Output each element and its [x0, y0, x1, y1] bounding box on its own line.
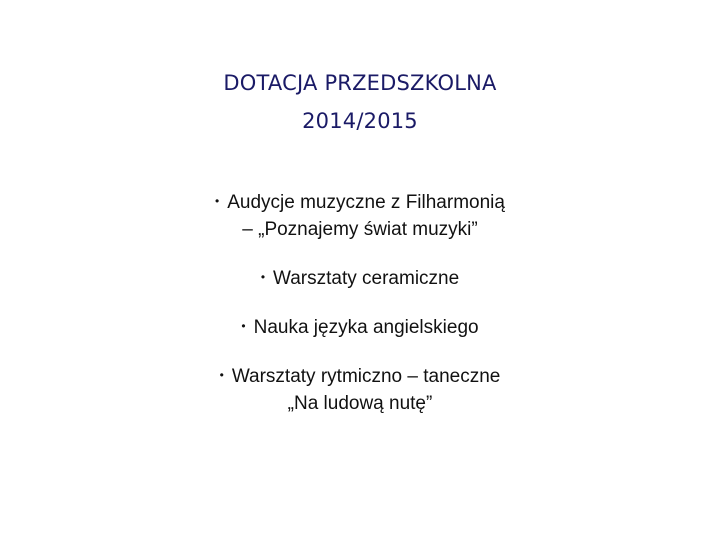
list-item-line: [0, 264, 720, 292]
list-item-text: Warsztaty rytmiczno – taneczne: [231, 366, 501, 387]
title-line-1: DOTACJA PRZEDSZKOLNA: [223, 71, 497, 95]
list-item-text: Nauka języka angielskiego: [253, 317, 479, 338]
slide-title: [0, 64, 720, 140]
bullet-icon: •: [241, 319, 246, 333]
bullet-icon: •: [260, 270, 266, 284]
title-line-2: 2014/2015: [302, 109, 418, 133]
list-item-continuation: – „Poznajemy świat muzyki”: [242, 219, 478, 240]
list-item-continuation: „Na ludową nutę”: [287, 393, 433, 414]
list-item-text: Warsztaty ceramiczne: [273, 268, 460, 289]
list-item: [0, 264, 720, 292]
list-item-line: [0, 313, 720, 341]
list-item-text: Audycje muzyczne z Filharmonią: [227, 192, 505, 213]
bullet-icon: •: [215, 194, 220, 208]
bullet-icon: •: [219, 368, 224, 382]
list-item: [0, 188, 720, 243]
list-item-line: [0, 362, 720, 390]
bullet-list: [0, 188, 720, 438]
list-item: [0, 313, 720, 341]
list-item-line: [0, 188, 720, 216]
list-item: [0, 362, 720, 417]
